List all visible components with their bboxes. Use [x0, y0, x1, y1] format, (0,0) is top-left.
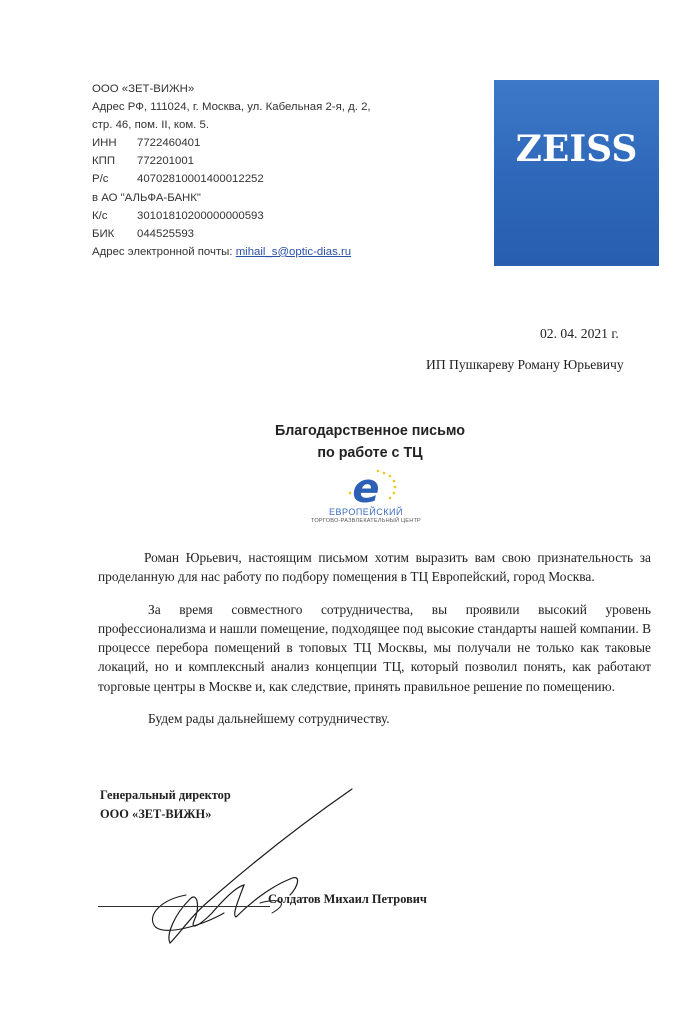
requisite-bik [92, 225, 432, 243]
requisite-value: 7722460401 [137, 137, 201, 150]
requisite-corr-account [92, 207, 432, 225]
email-link[interactable]: mihail_s@optic-dias.ru [235, 245, 352, 258]
zeiss-logo [494, 80, 659, 266]
email-label: Адрес электронной почты: [92, 245, 236, 258]
requisite-key: ИНН [92, 137, 117, 150]
letter-title-line1: Благодарственное письмо [274, 423, 466, 439]
bank-name: в АО "АЛЬФА-БАНК" [92, 191, 201, 204]
evropeisky-logo [306, 465, 426, 529]
requisite-value: 40702810001400012252 [137, 173, 264, 186]
requisite-key: Р/с [92, 173, 109, 186]
letter-title-line2: по работе с ТЦ [317, 445, 423, 461]
evropeisky-subtitle: ТОРГОВО-РАЗВЛЕКАТЕЛЬНЫЙ ЦЕНТР [310, 518, 421, 524]
evropeisky-name: ЕВРОПЕЙСКИЙ [329, 507, 403, 517]
letter-addressee: ИП Пушкареву Роману Юрьевичу [426, 357, 624, 372]
letter-body [98, 548, 651, 741]
requisite-key: КПП [92, 155, 116, 168]
requisite-account [92, 170, 432, 188]
company-name: ООО «ЗЕТ-ВИЖН» [92, 83, 195, 95]
signer-name: Солдатов Михаил Петрович [268, 892, 427, 906]
signature-line [98, 906, 270, 907]
signer-position-line2: ООО «ЗЕТ-ВИЖН» [100, 807, 212, 821]
requisite-key: К/с [92, 209, 108, 222]
letter-title [240, 420, 500, 464]
requisite-key: БИК [92, 227, 115, 240]
letter-date: 02. 04. 2021 г. [540, 326, 619, 341]
requisite-value: 772201001 [137, 155, 195, 168]
requisite-kpp [92, 152, 432, 170]
letter-paragraph: Роман Юрьевич, настоящим письмом хотим выразить вам свою признательность за проделанную для нас работу по подбору помещения в ТЦ Европейский, город Москва. [98, 550, 651, 585]
zeiss-logo-text: ZEISS [515, 128, 638, 170]
evropeisky-emblem [306, 465, 426, 509]
company-requisites [92, 80, 432, 261]
signer-position-line1: Генеральный директор [100, 788, 231, 802]
letter-paragraph: Будем рады дальнейшему сотрудничеству. [148, 711, 390, 727]
company-address-line1: Адрес РФ, 111024, г. Москва, ул. Кабельная 2-я, д. 2, [92, 101, 371, 114]
requisite-inn [92, 134, 432, 152]
zeiss-logo-mark [494, 80, 659, 266]
letter-paragraph: За время совместного сотрудничества, вы проявили высокий уровень профессионализма и нашли помещение, подходящее под высокие стандарты нашей компании. В процессе перебора помещений в топовых ТЦ Москвы, мы получали не только как таковые локаций, но и комплексный анализ концепции ТЦ, который позволил понять, как работают торговые центры в Москве и, как следствие, принять правильное решение по помещению. [98, 601, 651, 694]
company-address-line2: стр. 46, пом. II, ком. 5. [92, 119, 210, 132]
handwritten-signature [140, 775, 380, 955]
email-row [92, 243, 432, 261]
evropeisky-letter: e [352, 466, 380, 509]
requisite-value: 30101810200000000593 [137, 209, 264, 222]
requisite-value: 044525593 [137, 227, 195, 240]
